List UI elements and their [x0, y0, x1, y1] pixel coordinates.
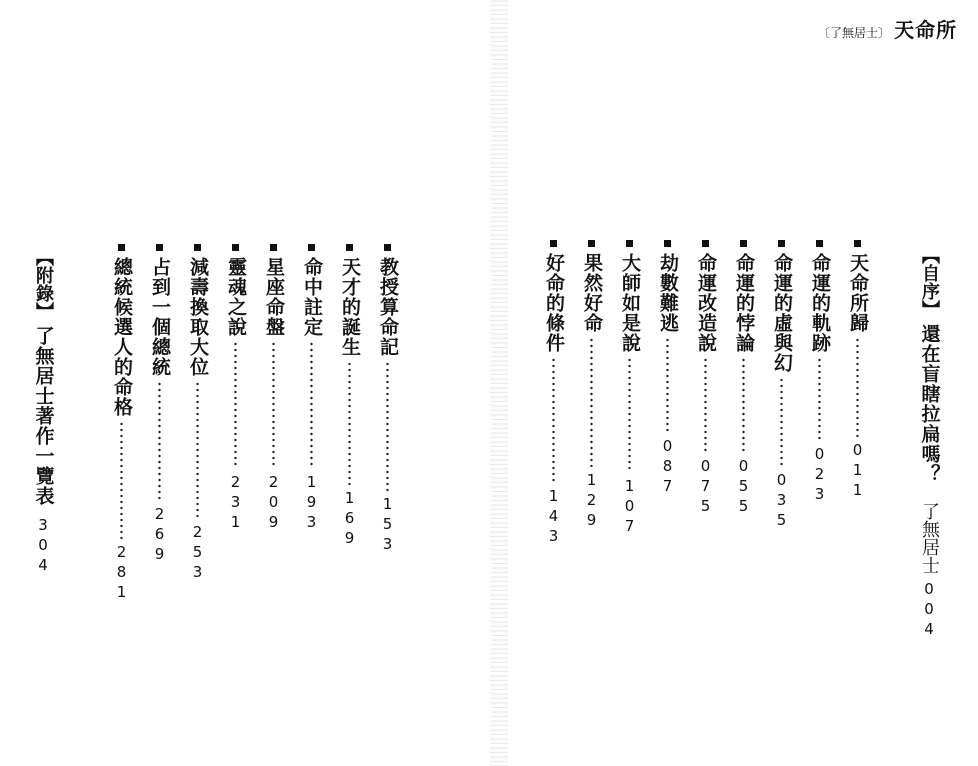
toc-entry	[150, 244, 169, 565]
preface-label: 【自序】	[919, 246, 940, 318]
dot-leader	[590, 337, 593, 467]
dot-leader	[628, 357, 631, 473]
toc-entry-title: 大師如是說	[619, 253, 641, 353]
toc-entry-page: 075	[696, 457, 715, 517]
toc-entry-page: 231	[226, 473, 245, 533]
dot-leader	[158, 381, 161, 501]
toc-entry-page: 193	[302, 473, 321, 533]
appendix-entry	[30, 248, 56, 576]
toc-entry	[264, 244, 283, 533]
dot-leader	[310, 341, 313, 469]
dot-leader	[856, 337, 859, 437]
appendix-title: 了無居士著作一覽表	[32, 326, 55, 506]
toc-entry-page: 023	[810, 445, 829, 505]
toc-entry-title: 命運改造說	[695, 253, 717, 353]
toc-entry-title: 星座命盤	[263, 257, 285, 337]
toc-entry	[620, 240, 639, 537]
dot-leader	[234, 341, 237, 469]
dot-leader	[348, 361, 351, 485]
dot-leader	[120, 421, 123, 539]
book-gutter	[490, 0, 508, 766]
toc-entry-page: 209	[264, 473, 283, 533]
toc-entry-page: 153	[378, 495, 397, 555]
toc-entry-title: 命運的虛與幻	[771, 253, 793, 373]
bullet-icon	[384, 244, 391, 251]
toc-entry	[810, 240, 829, 505]
toc-entry-page: 055	[734, 457, 753, 517]
dot-leader	[552, 357, 555, 483]
toc-entry-title: 靈魂之說	[225, 257, 247, 337]
toc-entry	[848, 240, 867, 501]
appendix-page: 304	[34, 516, 52, 576]
dot-leader	[780, 377, 783, 467]
toc-entry	[658, 240, 677, 497]
toc-entry-page: 143	[544, 487, 563, 547]
dot-leader	[272, 341, 275, 469]
toc-entry-page: 087	[658, 437, 677, 497]
bullet-icon	[778, 240, 785, 247]
dot-leader	[742, 357, 745, 453]
appendix-label: 【附錄】	[33, 248, 54, 320]
toc-entry	[340, 244, 359, 549]
toc-entry	[378, 244, 397, 555]
toc-entry-page: 253	[188, 523, 207, 583]
bullet-icon	[588, 240, 595, 247]
bullet-icon	[702, 240, 709, 247]
preface-entry	[916, 246, 942, 640]
toc-entry-title: 天才的誕生	[339, 257, 361, 357]
dot-leader	[386, 361, 389, 491]
toc-entry-title: 果然好命	[581, 253, 603, 333]
bullet-icon	[346, 244, 353, 251]
toc-entry	[226, 244, 245, 533]
toc-entry-title: 命運的悖論	[733, 253, 755, 353]
bullet-icon	[194, 244, 201, 251]
header-title: 天命所	[894, 18, 958, 42]
toc-entry	[696, 240, 715, 517]
bullet-icon	[740, 240, 747, 247]
toc-entry-title: 命運的軌跡	[809, 253, 831, 353]
toc-entry-title: 占到一個總統	[149, 257, 171, 377]
header-series: 〔了無居士〕	[818, 26, 891, 40]
toc-entry	[544, 240, 563, 547]
toc-entry-page: 035	[772, 471, 791, 531]
bullet-icon	[854, 240, 861, 247]
bullet-icon	[664, 240, 671, 247]
bullet-icon	[232, 244, 239, 251]
toc-entry	[112, 244, 131, 603]
toc-entry-title: 教授算命記	[377, 257, 399, 357]
preface-author: 了無居士	[919, 502, 940, 574]
toc-entry-page: 169	[340, 489, 359, 549]
bullet-icon	[816, 240, 823, 247]
toc-entry-page: 107	[620, 477, 639, 537]
dot-leader	[704, 357, 707, 453]
toc-entry-title: 命中註定	[301, 257, 323, 337]
bullet-icon	[118, 244, 125, 251]
toc-entry	[772, 240, 791, 531]
toc-entry-title: 減壽換取大位	[187, 257, 209, 377]
bullet-icon	[626, 240, 633, 247]
toc-entry	[188, 244, 207, 583]
toc-entry-page: 269	[150, 505, 169, 565]
toc-entry-page: 011	[848, 441, 867, 501]
toc-entry-page: 129	[582, 471, 601, 531]
toc-entry-title: 天命所歸	[847, 253, 869, 333]
running-header	[818, 14, 957, 43]
dot-leader	[196, 381, 199, 519]
preface-title: 還在盲瞎拉扁嗎？	[918, 324, 941, 484]
dot-leader	[818, 357, 821, 441]
toc-entry-page: 281	[112, 543, 131, 603]
bullet-icon	[270, 244, 277, 251]
bullet-icon	[308, 244, 315, 251]
toc-entry-title: 好命的條件	[543, 253, 565, 353]
dot-leader	[666, 337, 669, 433]
toc-entry-title: 劫數難逃	[657, 253, 679, 333]
toc-entry	[302, 244, 321, 533]
preface-page: 004	[920, 580, 938, 640]
bullet-icon	[550, 240, 557, 247]
toc-entry-title: 總統候選人的命格	[111, 257, 133, 417]
toc-entry	[734, 240, 753, 517]
bullet-icon	[156, 244, 163, 251]
toc-entry	[582, 240, 601, 531]
